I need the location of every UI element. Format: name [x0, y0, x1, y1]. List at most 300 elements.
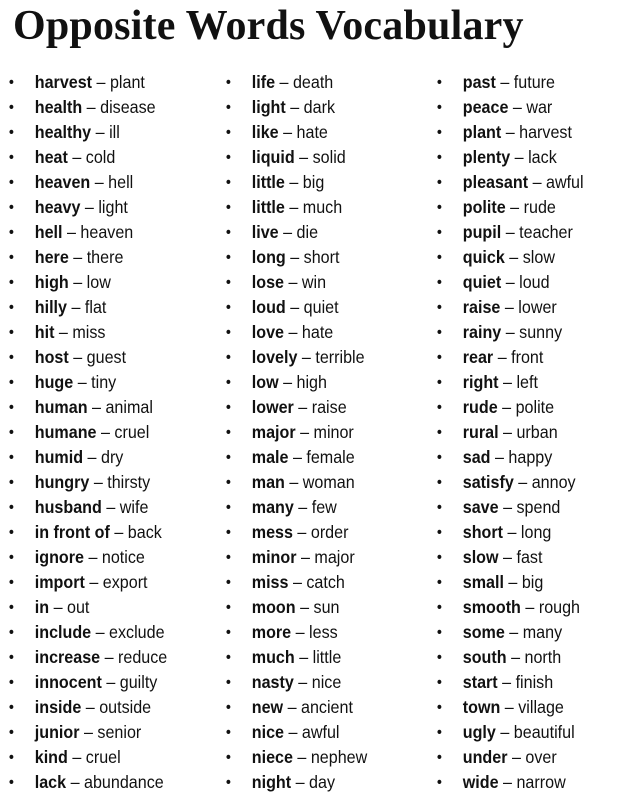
word: love [251, 322, 284, 342]
word-pair [463, 220, 573, 245]
dash-separator: – [511, 647, 521, 667]
dash-separator: – [289, 197, 299, 217]
dash-separator: – [505, 122, 515, 142]
opposite-word: future [513, 72, 555, 92]
word: slow [462, 547, 499, 567]
dash-separator: – [100, 422, 110, 442]
word: live [251, 222, 279, 242]
word-pair [35, 195, 128, 220]
bullet-icon: • [9, 499, 14, 516]
word-pair [252, 595, 340, 620]
dash-separator: – [289, 472, 299, 492]
dash-separator: – [288, 272, 298, 292]
word-pair [252, 70, 333, 95]
opposite-word: sun [313, 597, 340, 617]
bullet-icon: • [9, 749, 14, 766]
word-pair [463, 145, 557, 170]
dash-separator: – [504, 297, 514, 317]
word: under [462, 747, 508, 767]
opposite-word: long [520, 522, 552, 542]
word-pair [252, 120, 328, 145]
dash-separator: – [73, 347, 83, 367]
bullet-icon: • [437, 399, 442, 416]
dash-separator: – [89, 572, 99, 592]
dash-separator: – [84, 197, 94, 217]
word-pair [252, 170, 325, 195]
word-pair [35, 95, 156, 120]
dash-separator: – [502, 672, 512, 692]
opposite-word: rude [523, 197, 556, 217]
bullet-icon: • [437, 124, 442, 141]
dash-separator: – [298, 497, 308, 517]
dash-separator: – [500, 72, 510, 92]
page-title: Opposite Words Vocabulary [13, 3, 524, 49]
word: wide [462, 772, 499, 792]
word-pair [463, 745, 557, 770]
bullet-icon: • [9, 124, 14, 141]
dash-separator: – [507, 522, 517, 542]
word: heaven [34, 172, 91, 192]
dash-separator: – [532, 172, 542, 192]
word: night [251, 772, 292, 792]
bullet-icon: • [226, 124, 231, 141]
dash-separator: – [87, 447, 97, 467]
bullet-icon: • [437, 424, 442, 441]
bullet-icon: • [226, 699, 231, 716]
word: many [251, 497, 294, 517]
word-pair [35, 70, 145, 95]
word: lower [251, 397, 294, 417]
word: lack [34, 772, 67, 792]
opposite-word: animal [105, 397, 153, 417]
word-pair [35, 695, 151, 720]
bullet-icon: • [9, 349, 14, 366]
dash-separator: – [104, 647, 114, 667]
dash-separator: – [505, 222, 515, 242]
word: lose [251, 272, 284, 292]
opposite-word: cruel [85, 747, 121, 767]
word: lovely [251, 347, 298, 367]
dash-separator: – [77, 372, 87, 392]
dash-separator: – [290, 97, 300, 117]
opposite-word: reduce [118, 647, 168, 667]
opposite-word: over [525, 747, 557, 767]
opposite-word: cold [85, 147, 116, 167]
word-pair [463, 70, 555, 95]
dash-separator: – [502, 397, 512, 417]
dash-separator: – [73, 272, 83, 292]
dash-separator: – [511, 747, 521, 767]
word: small [462, 572, 504, 592]
word-pair [252, 645, 342, 670]
bullet-icon: • [226, 449, 231, 466]
opposite-word: less [309, 622, 338, 642]
dash-separator: – [509, 247, 519, 267]
word-pair [252, 420, 354, 445]
bullet-icon: • [226, 274, 231, 291]
word-pair [35, 445, 124, 470]
word: pleasant [462, 172, 529, 192]
word: hit [34, 322, 55, 342]
opposite-word: harvest [519, 122, 572, 142]
bullet-icon: • [9, 599, 14, 616]
bullet-icon: • [9, 99, 14, 116]
word-pair [252, 445, 355, 470]
opposite-word: plant [109, 72, 145, 92]
bullet-icon: • [226, 549, 231, 566]
opposite-word: guilty [119, 672, 158, 692]
word: hungry [34, 472, 90, 492]
opposite-word: flat [84, 297, 107, 317]
word-pair [35, 345, 126, 370]
bullet-icon: • [9, 249, 14, 266]
word: light [251, 97, 286, 117]
dash-separator: – [70, 772, 80, 792]
word: right [462, 372, 499, 392]
bullet-icon: • [437, 574, 442, 591]
bullet-icon: • [437, 99, 442, 116]
dash-separator: – [71, 297, 81, 317]
dash-separator: – [500, 722, 510, 742]
dash-separator: – [503, 372, 512, 392]
word: human [34, 397, 88, 417]
opposite-word: nephew [310, 747, 368, 767]
opposite-word: export [102, 572, 148, 592]
bullet-icon: • [437, 74, 442, 91]
bullet-icon: • [9, 774, 14, 791]
word: low [251, 372, 279, 392]
dash-separator: – [494, 447, 504, 467]
dash-separator: – [297, 522, 307, 542]
bullet-icon: • [226, 149, 231, 166]
bullet-icon: • [9, 474, 14, 491]
word: husband [34, 497, 102, 517]
word-pair [35, 720, 142, 745]
bullet-icon: • [9, 624, 14, 641]
word-pair [252, 720, 340, 745]
word: import [34, 572, 85, 592]
bullet-icon: • [226, 774, 231, 791]
opposite-word: high [296, 372, 327, 392]
opposite-word: lower [518, 297, 557, 317]
word-pair [35, 745, 121, 770]
bullet-icon: • [226, 674, 231, 691]
opposite-word: tiny [91, 372, 117, 392]
dash-separator: – [83, 722, 93, 742]
word-pair [35, 245, 124, 270]
dash-separator: – [508, 572, 518, 592]
word: much [251, 647, 295, 667]
word-pair [463, 95, 553, 120]
opposite-word: cruel [114, 422, 150, 442]
word: smooth [462, 597, 521, 617]
opposite-word: big [302, 172, 325, 192]
dash-separator: – [58, 322, 68, 342]
word: rural [462, 422, 499, 442]
opposite-word: heaven [80, 222, 134, 242]
opposite-word: outside [99, 697, 152, 717]
opposite-word: dark [303, 97, 335, 117]
word: past [462, 72, 496, 92]
word: quiet [462, 272, 502, 292]
opposite-word: finish [515, 672, 554, 692]
bullet-icon: • [437, 474, 442, 491]
word-pair [252, 745, 368, 770]
word: some [462, 622, 505, 642]
word: rainy [462, 322, 502, 342]
dash-separator: – [73, 247, 83, 267]
word: male [251, 447, 289, 467]
bullet-icon: • [437, 199, 442, 216]
word: short [462, 522, 504, 542]
word-pair [463, 370, 538, 395]
word-pair [252, 695, 353, 720]
word-pair [35, 370, 116, 395]
opposite-word: village [518, 697, 564, 717]
dash-separator: – [292, 572, 302, 592]
bullet-icon: • [437, 599, 442, 616]
bullet-icon: • [226, 99, 231, 116]
opposite-word: big [521, 572, 544, 592]
dash-separator: – [505, 322, 515, 342]
word-pair [463, 570, 544, 595]
word-pair [252, 570, 345, 595]
dash-separator: – [96, 72, 106, 92]
opposite-word: hate [296, 122, 328, 142]
word-pair [35, 595, 90, 620]
bullet-icon: • [226, 299, 231, 316]
dash-separator: – [66, 222, 76, 242]
bullet-icon: • [9, 399, 14, 416]
bullet-icon: • [437, 299, 442, 316]
word: major [251, 422, 296, 442]
bullet-icon: • [437, 349, 442, 366]
opposite-word: polite [515, 397, 555, 417]
dash-separator: – [503, 497, 513, 517]
word: harvest [34, 72, 93, 92]
word-pair [252, 770, 335, 795]
dash-separator: – [290, 247, 300, 267]
word-pair [35, 120, 120, 145]
bullet-icon: • [226, 724, 231, 741]
bullet-icon: • [437, 324, 442, 341]
word: like [251, 122, 279, 142]
dash-separator: – [72, 747, 82, 767]
opposite-word: guest [86, 347, 127, 367]
word-pair [463, 620, 562, 645]
dash-separator: – [288, 722, 298, 742]
bullet-icon: • [437, 774, 442, 791]
dash-separator: – [86, 97, 96, 117]
bullet-icon: • [226, 599, 231, 616]
opposite-word: catch [306, 572, 345, 592]
dash-separator: – [512, 97, 522, 117]
word-pair [252, 195, 342, 220]
word: ugly [462, 722, 496, 742]
bullet-icon: • [437, 374, 442, 391]
opposite-word: teacher [519, 222, 573, 242]
opposite-word: day [309, 772, 335, 792]
word-pair [463, 195, 556, 220]
dash-separator: – [53, 597, 63, 617]
opposite-word: death [292, 72, 334, 92]
bullet-icon: • [9, 299, 14, 316]
dash-separator: – [514, 147, 524, 167]
opposite-word: dry [100, 447, 124, 467]
opposite-word: nice [311, 672, 342, 692]
opposite-word: slow [522, 247, 555, 267]
bullet-icon: • [226, 474, 231, 491]
dash-separator: – [295, 772, 305, 792]
word: here [34, 247, 69, 267]
word-pair [463, 395, 554, 420]
bullet-icon: • [437, 174, 442, 191]
dash-separator: – [95, 122, 105, 142]
word: junior [34, 722, 80, 742]
opposite-word: north [524, 647, 562, 667]
dash-separator: – [283, 372, 293, 392]
word: in [34, 597, 50, 617]
word-pair [252, 345, 365, 370]
bullet-icon: • [9, 199, 14, 216]
opposite-word: few [311, 497, 337, 517]
word: plant [462, 122, 502, 142]
word-pair [463, 645, 561, 670]
word-pair [252, 495, 337, 520]
dash-separator: – [301, 347, 311, 367]
opposite-word: die [296, 222, 319, 242]
word-pair [252, 320, 333, 345]
opposite-word: quiet [303, 297, 339, 317]
opposite-word: female [306, 447, 355, 467]
opposite-word: spend [516, 497, 561, 517]
word-pair [252, 295, 339, 320]
word-pair [35, 420, 150, 445]
word-pair [252, 145, 346, 170]
word: rude [462, 397, 498, 417]
word-pair [463, 595, 580, 620]
word: hell [34, 222, 63, 242]
word-pair [35, 620, 165, 645]
word: miss [251, 572, 289, 592]
word-pair [35, 395, 153, 420]
opposite-word: exclude [109, 622, 165, 642]
opposite-word: left [516, 372, 538, 392]
bullet-icon: • [437, 274, 442, 291]
word-pair [35, 670, 158, 695]
dash-separator: – [288, 322, 298, 342]
word: polite [462, 197, 506, 217]
dash-separator: – [289, 172, 299, 192]
word: nasty [251, 672, 294, 692]
opposite-word: happy [508, 447, 553, 467]
opposite-word: terrible [315, 347, 365, 367]
word: liquid [251, 147, 295, 167]
opposite-word: there [86, 247, 124, 267]
opposite-word: major [314, 547, 355, 567]
word: in front of [34, 522, 110, 542]
word: healthy [34, 122, 92, 142]
dash-separator: – [292, 447, 302, 467]
word: satisfy [462, 472, 514, 492]
bullet-icon: • [437, 724, 442, 741]
opposite-word: much [302, 197, 343, 217]
dash-separator: – [299, 647, 309, 667]
word-pair [252, 245, 340, 270]
bullet-icon: • [226, 424, 231, 441]
word: huge [34, 372, 74, 392]
dash-separator: – [94, 172, 104, 192]
opposite-word: thirsty [107, 472, 151, 492]
bullet-icon: • [226, 74, 231, 91]
opposite-word: wife [119, 497, 149, 517]
bullet-icon: • [437, 449, 442, 466]
opposite-word: urban [516, 422, 558, 442]
word-pair [35, 270, 111, 295]
bullet-icon: • [9, 574, 14, 591]
dash-separator: – [300, 547, 310, 567]
opposite-word: win [301, 272, 327, 292]
word: nice [251, 722, 284, 742]
opposite-word: ill [109, 122, 120, 142]
opposite-word: annoy [531, 472, 576, 492]
word-pair [252, 95, 335, 120]
word-pair [463, 495, 561, 520]
opposite-word: light [98, 197, 128, 217]
bullet-icon: • [437, 524, 442, 541]
word-pair [252, 270, 326, 295]
bullet-icon: • [9, 74, 14, 91]
opposite-word: lack [528, 147, 557, 167]
word-pair [463, 170, 584, 195]
bullet-icon: • [9, 699, 14, 716]
bullet-icon: • [226, 174, 231, 191]
word-pair [463, 670, 553, 695]
bullet-icon: • [9, 174, 14, 191]
word: south [462, 647, 507, 667]
word: plenty [462, 147, 511, 167]
dash-separator: – [297, 747, 307, 767]
word: man [251, 472, 285, 492]
dash-separator: – [510, 197, 520, 217]
word: little [251, 197, 285, 217]
dash-separator: – [509, 622, 519, 642]
word: increase [34, 647, 101, 667]
dash-separator: – [295, 622, 305, 642]
bullet-icon: • [437, 699, 442, 716]
bullet-icon: • [9, 374, 14, 391]
word: ignore [34, 547, 84, 567]
bullet-icon: • [226, 624, 231, 641]
opposite-word: out [67, 597, 90, 617]
bullet-icon: • [437, 649, 442, 666]
bullet-icon: • [437, 549, 442, 566]
dash-separator: – [518, 472, 528, 492]
word-pair [463, 695, 564, 720]
bullet-icon: • [9, 549, 14, 566]
opposite-word: senior [97, 722, 142, 742]
bullet-icon: • [226, 749, 231, 766]
dash-separator: – [503, 422, 512, 442]
word: loud [251, 297, 286, 317]
opposite-word: front [511, 347, 544, 367]
dash-separator: – [299, 147, 309, 167]
dash-separator: – [72, 147, 82, 167]
word-pair [463, 120, 572, 145]
word: peace [462, 97, 509, 117]
word: moon [251, 597, 296, 617]
bullet-icon: • [9, 449, 14, 466]
